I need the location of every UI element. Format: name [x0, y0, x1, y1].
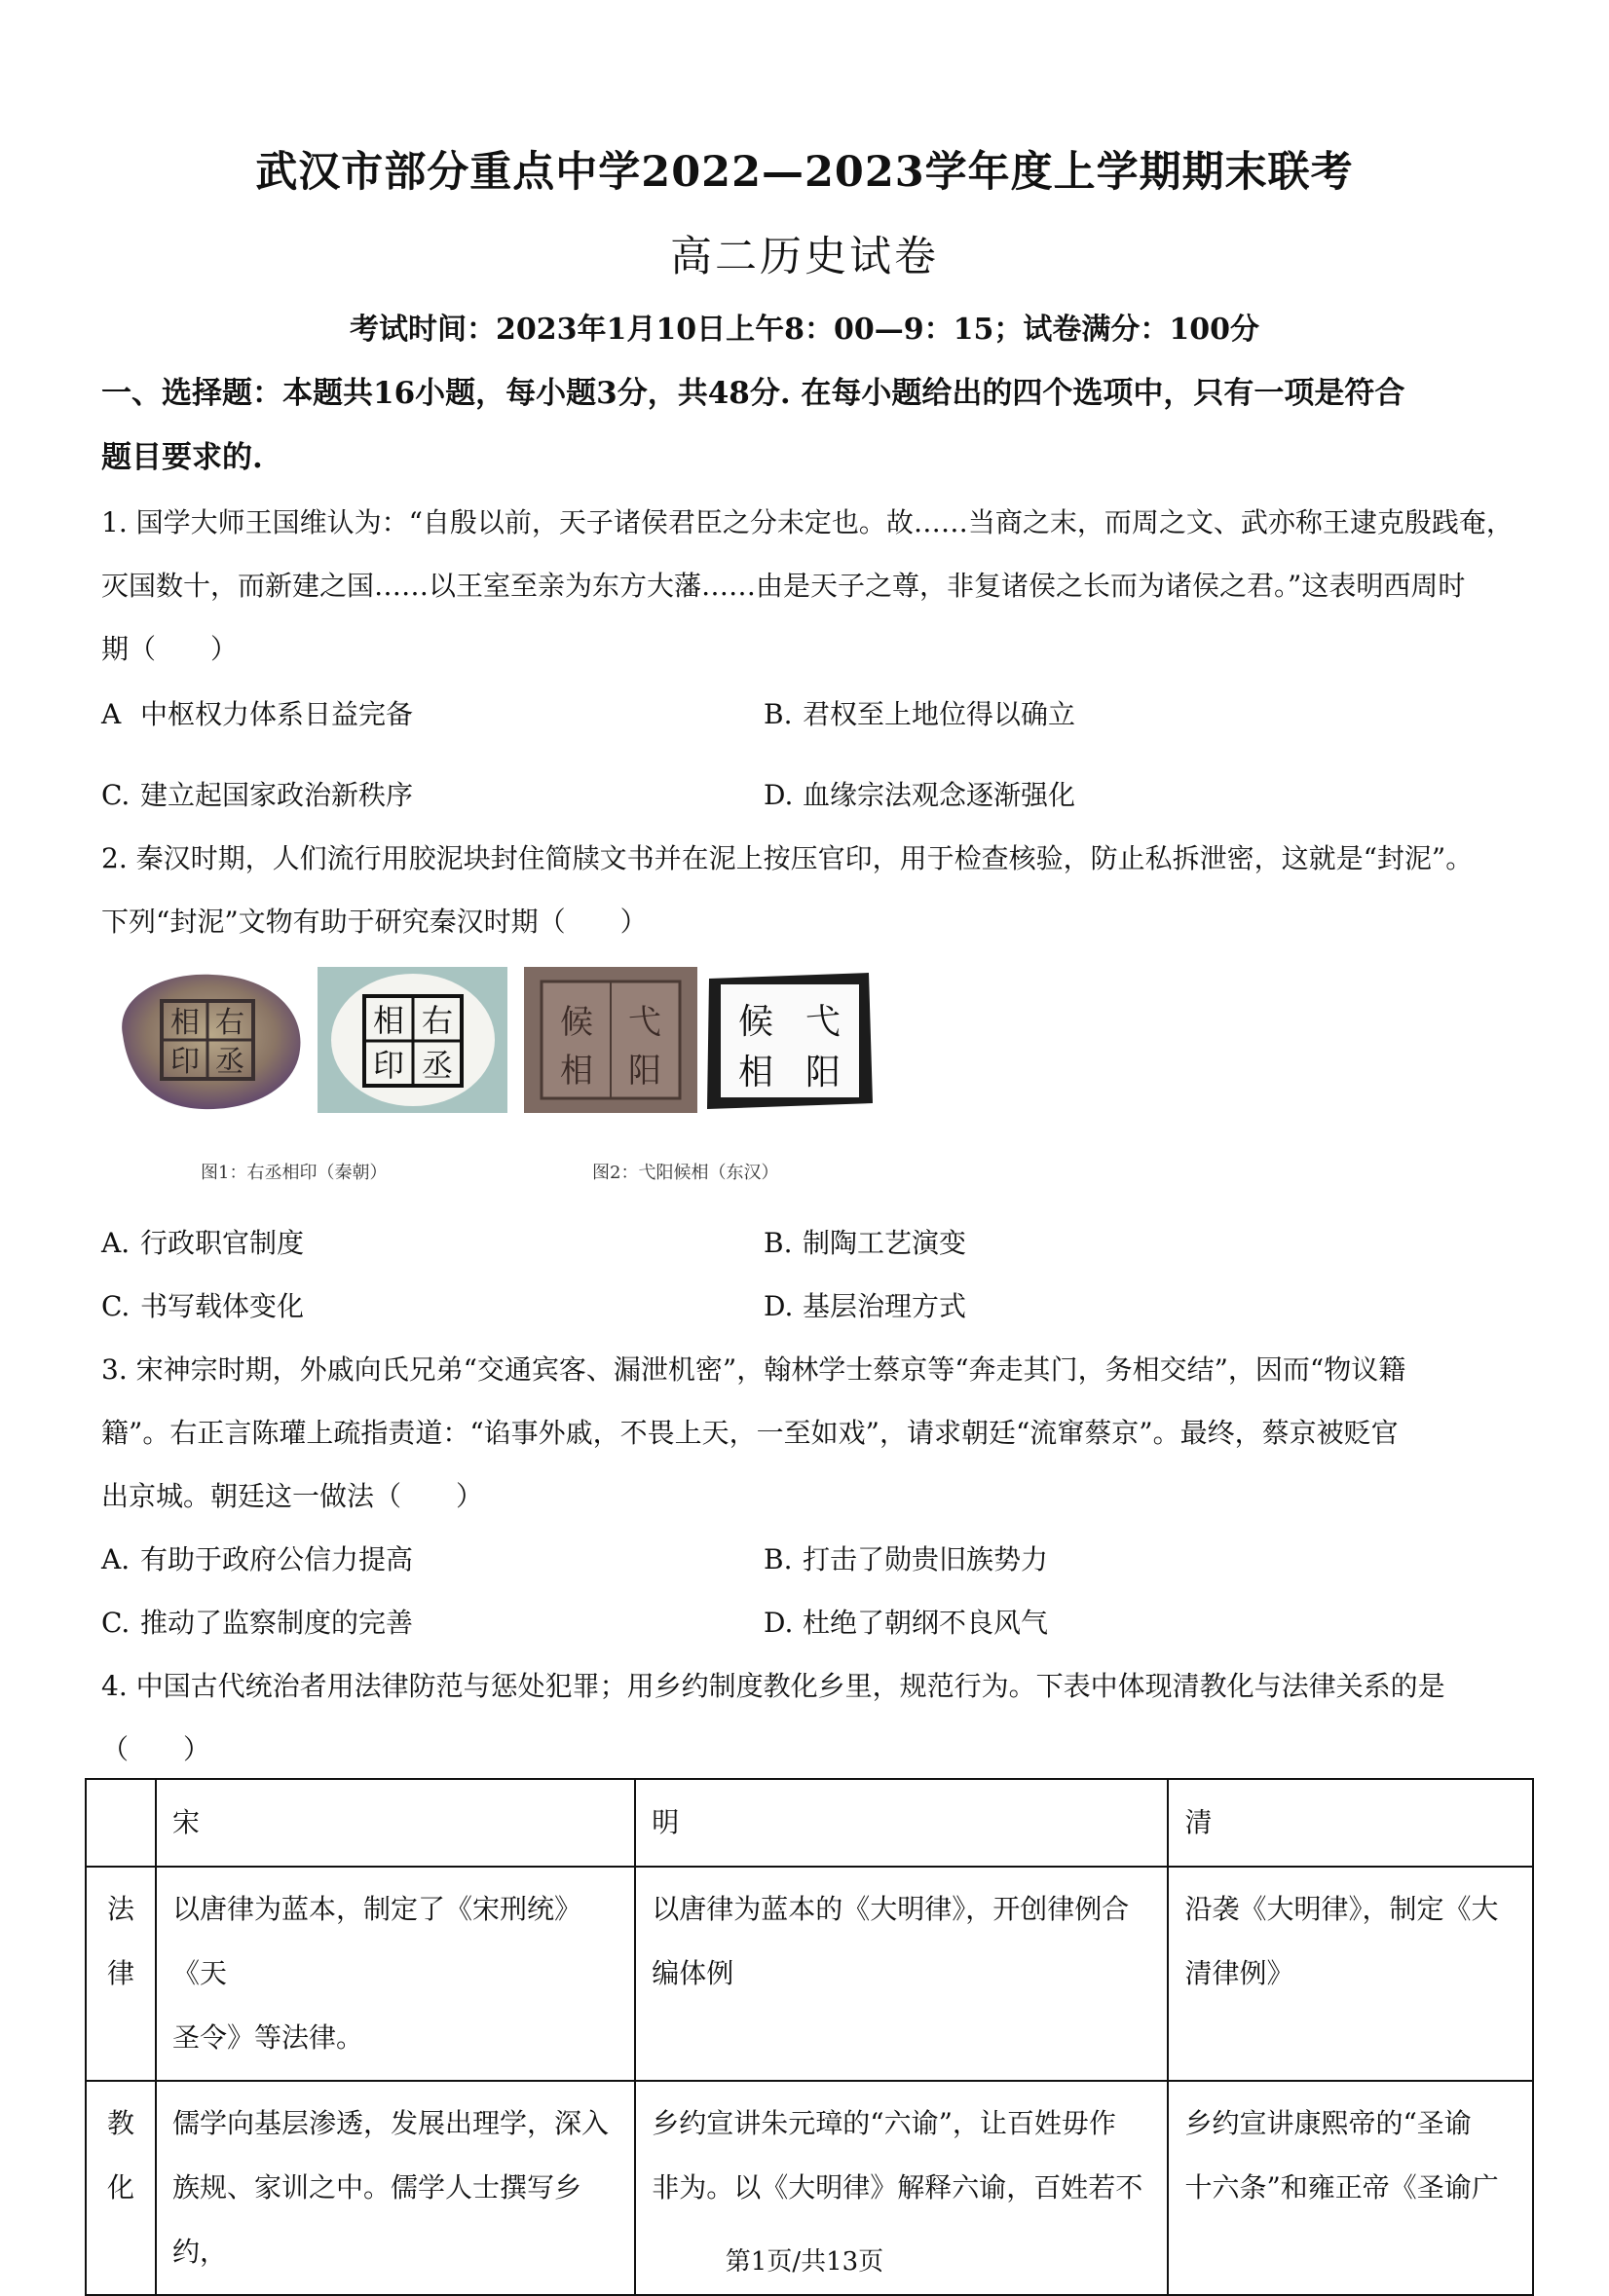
seal-char: 印 — [170, 1045, 200, 1079]
seal-char: 丞 — [421, 1047, 454, 1084]
exam-info: 考试时间：2023年1月10日上午8：00—9：15；试卷满分：100分 — [350, 313, 1259, 347]
q4-stem-line: 4. 中国古代统治者用法律防范与惩处犯罪；用乡约制度教化乡里，规范行为。下表中体现清教化与法律关系的是 — [101, 1670, 1445, 1702]
seal-char: 相 — [170, 1006, 200, 1040]
seal-char: 相 — [560, 1052, 593, 1091]
figure-caption-2: 图2：弋阳候相（东汉） — [592, 1163, 779, 1183]
table-row — [86, 1867, 1533, 2081]
seal-char: 相 — [372, 1002, 405, 1039]
table-cell: 沿袭《大明律》，制定《大 清律例》 — [1168, 1867, 1533, 2081]
row-label: 法 律 — [86, 1867, 156, 2081]
q1-option-c[interactable]: C. 建立起国家政治新秩序 — [101, 779, 414, 811]
seal-photo-donghan — [524, 967, 697, 1113]
seal-rubbing-qin — [318, 967, 507, 1113]
table-header-cell: 宋 — [156, 1779, 635, 1867]
seal-char: 阳 — [804, 1053, 842, 1092]
q1-stem-line: 期（ ） — [101, 633, 239, 665]
figure-caption-1: 图1：右丞相印（秦朝） — [201, 1163, 388, 1183]
q2-option-c[interactable]: C. 书写载体变化 — [101, 1290, 305, 1322]
exam-title: 武汉市部分重点中学2022—2023学年度上学期期末联考 — [255, 148, 1354, 197]
table-cell: 以唐律为蓝本，制定了《宋刑统》《天 圣令》等法律。 — [156, 1867, 635, 2081]
q3-stem-line: 出京城。朝廷这一做法（ ） — [101, 1480, 484, 1512]
row-label: 教 化 — [86, 2081, 156, 2295]
q3-stem-line: 3. 宋神宗时期，外戚向氏兄弟“交通宾客、漏泄机密”，翰林学士蔡京等“奔走其门，务相交结”，因而“物议籍 — [101, 1353, 1406, 1386]
q2-option-a[interactable]: A. 行政职官制度 — [101, 1227, 305, 1259]
seal-figures — [105, 967, 875, 1113]
law-education-table — [85, 1778, 1534, 2296]
seal-char: 候 — [737, 1002, 774, 1042]
q3-option-b[interactable]: B. 打击了勋贵旧族势力 — [764, 1543, 1049, 1575]
q3-option-d[interactable]: D. 杜绝了朝纲不良风气 — [764, 1607, 1049, 1639]
section-heading-line2: 题目要求的. — [101, 440, 263, 475]
seal-char: 弋 — [628, 1003, 661, 1042]
table-cell: 儒学向基层渗透，发展出理学，深入 族规、家训之中。儒学人士撰写乡约， — [156, 2081, 635, 2295]
seal-char: 印 — [372, 1047, 405, 1084]
q2-stem-line: 下列“封泥”文物有助于研究秦汉时期（ ） — [101, 906, 648, 938]
table-cell: 以唐律为蓝本的《大明律》，开创律例合 编体例 — [635, 1867, 1168, 2081]
q1-option-d[interactable]: D. 血缘宗法观念逐渐强化 — [764, 779, 1076, 811]
q2-option-b[interactable]: B. 制陶工艺演变 — [764, 1227, 967, 1259]
section-heading-line1: 一、选择题：本题共16小题，每小题3分，共48分. 在每小题给出的四个选项中，只有一项是符合 — [101, 376, 1405, 411]
q3-stem-line: 籍”。右正言陈瓘上疏指责道：“谄事外戚，不畏上天，一至如戏”，请求朝廷“流窜蔡京”。最终，蔡京被贬官 — [101, 1417, 1399, 1449]
q2-option-d[interactable]: D. 基层治理方式 — [764, 1290, 967, 1322]
q4-stem-line: （ ） — [101, 1733, 211, 1765]
seal-char: 相 — [737, 1053, 774, 1092]
exam-subtitle: 高二历史试卷 — [670, 233, 939, 281]
seal-char: 右 — [421, 1002, 454, 1039]
q3-option-c[interactable]: C. 推动了监察制度的完善 — [101, 1607, 414, 1639]
q1-option-b[interactable]: B. 君权至上地位得以确立 — [764, 698, 1076, 730]
seal-char: 弋 — [804, 1002, 842, 1042]
table-cell: 乡约宣讲康熙帝的“圣谕 十六条”和雍正帝《圣谕广 — [1168, 2081, 1533, 2295]
seal-char: 候 — [560, 1003, 593, 1042]
seal-char: 右 — [215, 1006, 244, 1040]
q1-option-a[interactable]: A 中枢权力体系日益完备 — [101, 698, 414, 730]
seal-photo-qin — [105, 967, 310, 1113]
q1-stem-line: 1. 国学大师王国维认为：“自殷以前，天子诸侯君臣之分未定也。故……当商之末，而周之文、武亦称王逮克殷践奄， — [101, 506, 1514, 538]
table-header-cell: 明 — [635, 1779, 1168, 1867]
q3-option-a[interactable]: A. 有助于政府公信力提高 — [101, 1543, 414, 1575]
q2-stem-line: 2. 秦汉时期，人们流行用胶泥块封住简牍文书并在泥上按压官印，用于检查核验，防止私拆泄密，这就是“封泥”。 — [101, 842, 1474, 874]
table-header-cell: 清 — [1168, 1779, 1533, 1867]
seal-char: 阳 — [628, 1052, 661, 1091]
page-number: 第1页/共13页 — [725, 2247, 884, 2277]
table-cell: 乡约宣讲朱元璋的“六谕”，让百姓毋作 非为。以《大明律》解释六谕，百姓若不 — [635, 2081, 1168, 2295]
q1-stem-line: 灭国数十，而新建之国……以王室至亲为东方大藩……由是天子之尊，非复诸侯之长而为诸侯之君。”这表明西周时 — [101, 570, 1466, 602]
seal-char: 丞 — [215, 1045, 244, 1079]
table-header-row — [86, 1779, 1533, 1867]
seal-rubbing-donghan — [701, 967, 877, 1113]
table-header-cell — [86, 1779, 156, 1867]
